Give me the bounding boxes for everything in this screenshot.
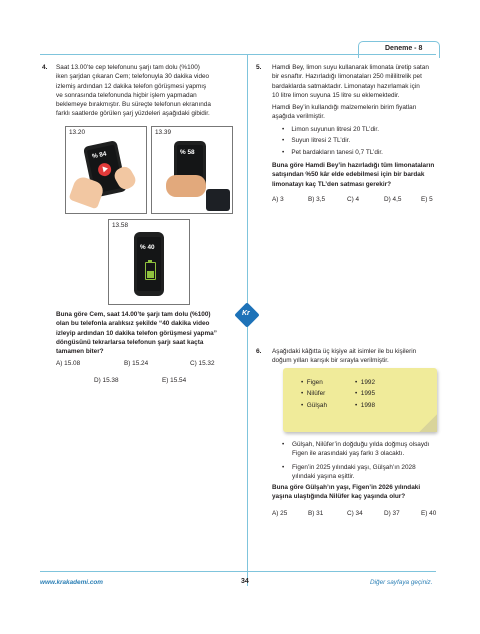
option-b[interactable]: B) 15.24 — [124, 360, 149, 367]
question-6-text: Aşağıdaki kâğıtta üç kişiye ait isimler ile bu kişilerin doğum yılları karışık bir sırayla verilmiştir. — [272, 348, 417, 365]
footer-url[interactable]: www.krakademi.com — [40, 579, 103, 586]
question-5-bullets: • Limon suyunun litresi 20 TL’dir. • Suyun litresi 2 TL’dir. • Pet bardakların tanesi 0,7 TL’dir. — [282, 126, 383, 156]
battery-percent: % 84 — [91, 150, 108, 161]
question-5-number: 5. — [256, 64, 262, 71]
bullet-icon: • — [282, 148, 292, 156]
next-page-note: Diğer sayfaya geçiniz. — [370, 579, 433, 586]
photo-time: 13.39 — [155, 129, 171, 136]
sticky-note — [283, 368, 437, 432]
bullet-icon: • — [282, 441, 285, 448]
option-c[interactable]: C) 15.32 — [190, 360, 215, 367]
page-number: 34 — [241, 578, 249, 585]
battery-percent: % 58 — [180, 149, 195, 156]
option-d[interactable]: D) 37 — [384, 510, 400, 517]
bullet-icon: • — [282, 463, 285, 471]
option-d[interactable]: D) 15.38 — [94, 377, 119, 384]
option-b[interactable]: B) 31 — [308, 510, 324, 517]
option-b[interactable]: B) 3,5 — [308, 196, 326, 203]
option-c[interactable]: C) 34 — [347, 510, 363, 517]
photo-1320 — [65, 126, 147, 214]
photo-time: 13.58 — [112, 222, 128, 229]
name-item: Nilüfer — [306, 390, 326, 398]
phone-icon — [134, 232, 164, 296]
option-d[interactable]: D) 4,5 — [384, 196, 402, 203]
bullet-icon: • — [282, 126, 292, 133]
bullet-icon: • — [301, 401, 307, 409]
question-5-stem: Buna göre Hamdi Bey’in hazırladığı tüm limonataların satışından %50 kâr elde edebilmesi için bir bardak limonatayı kaç TL’den satması gerekir? — [272, 162, 435, 188]
year-item: 1992 — [360, 379, 376, 386]
option-c[interactable]: C) 4 — [347, 196, 360, 203]
header-rule — [40, 54, 436, 55]
bullet-icon: • — [282, 137, 292, 145]
battery-icon — [145, 262, 156, 280]
question-4-stem: Buna göre Cem, saat 14.00’te şarjı tam dolu (%100) olan bu telefonla aralıksız şekilde “40 dakika video izleyip ardından 10 dakika telefon görüşmesi yapma” döngüsünü tekrarlarsa telefonun şarjı saat kaçta tamamen biter? — [56, 311, 217, 356]
question-5-text: Hamdi Bey, limon suyu kullanarak limonata üretip satan bir esnaftır. Hazırladığı limonataları 250 mililitrelik pet bardaklarda satmaktadır. Limonatayı hazırlamak için 10 litre limon suyuna 15 litre su eklemektedir. Hamdi Bey’in kullandığı malzemelerin birim fiyatları aşağıda verilmiştir. — [272, 64, 429, 121]
question-6-number: 6. — [256, 348, 262, 355]
option-e[interactable]: E) 5 — [421, 196, 433, 203]
footer-rule — [40, 571, 436, 572]
bullet-icon: • — [301, 379, 307, 386]
battery-percent: % 40 — [140, 244, 155, 251]
year-item: 1995 — [360, 390, 376, 398]
hand-icon — [166, 175, 206, 197]
bullet-icon: • — [301, 390, 307, 398]
photo-1339 — [151, 126, 233, 214]
option-a[interactable]: A) 15.08 — [56, 360, 81, 367]
logo-text: Kr — [242, 310, 250, 317]
bullet-icon: • — [355, 401, 361, 409]
sleeve-icon — [206, 189, 230, 211]
header-title: Deneme - 8 — [385, 45, 423, 52]
question-4-text: Saat 13.00’te cep telefonunu şarjı tam dolu (%100) iken şarjdan çıkaran Cem; telefonuyla 30 dakika video izlemiş ardından 12 dakika telefon görüşmesi yapmış ve sonrasında telefonunda hiçbir işlem yapmadan beklemeye bırakmıştır. Bu süreçte telefonun ekranında farklı saatlerde görülen şarj yüzdeleri aşağıdaki gibidir. — [56, 64, 211, 118]
bullet-icon: • — [355, 390, 361, 398]
name-item: Figen — [306, 379, 323, 386]
question-6-bullets: • Gülşah, Nilüfer’in doğduğu yılda doğmuş olsaydı Figen ile arasındaki yaş farkı 3 olacaktı. • Figen’in 2025 yılındaki yaşı, Gülşah’ın 2028 yılındaki yaşına eşittir. — [282, 441, 430, 480]
option-a[interactable]: A) 3 — [272, 196, 284, 203]
option-e[interactable]: E) 15.54 — [162, 377, 187, 384]
photo-1358 — [108, 219, 190, 305]
photo-time: 13.20 — [69, 129, 85, 136]
question-6-stem: Buna göre Gülşah’ın yaşı, Figen’in 2026 yılındaki yaşına ulaştığında Nilüfer kaç yaşında olur? — [272, 484, 421, 501]
name-item: Gülşah — [306, 401, 328, 409]
bullet-icon: • — [355, 379, 361, 386]
question-4-number: 4. — [42, 64, 48, 71]
option-e[interactable]: E) 40 — [421, 510, 437, 517]
option-a[interactable]: A) 25 — [272, 510, 288, 517]
year-item: 1998 — [360, 401, 376, 409]
